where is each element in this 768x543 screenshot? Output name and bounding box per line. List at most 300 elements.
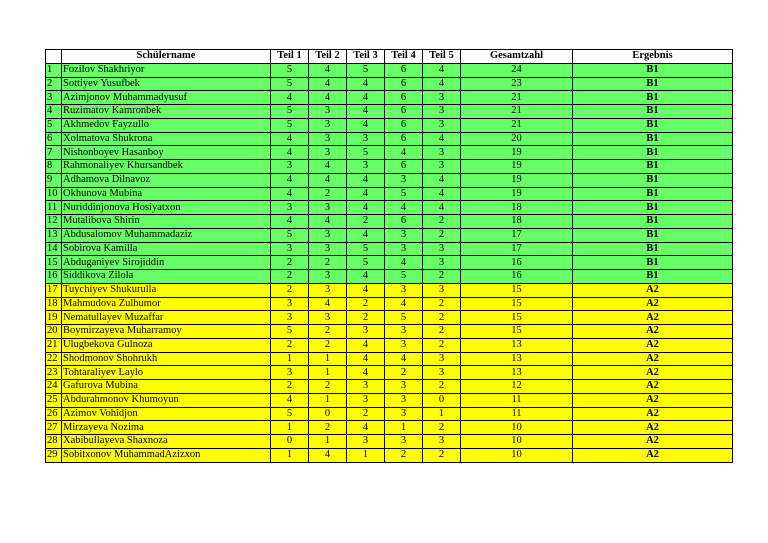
part-4-score[interactable]: 4 <box>385 201 423 215</box>
student-name[interactable]: Azimov Vohidjon <box>62 407 271 421</box>
part-3-score[interactable]: 2 <box>347 407 385 421</box>
part-5-score[interactable]: 2 <box>423 338 461 352</box>
table-row <box>46 132 733 146</box>
student-name[interactable]: Xabibullayeva Shaxnoza <box>62 435 271 449</box>
row-index[interactable]: 6 <box>46 132 62 146</box>
part-5-score[interactable]: 3 <box>423 118 461 132</box>
result-level[interactable]: A2 <box>573 297 733 311</box>
table-row <box>46 77 733 91</box>
row-index[interactable]: 23 <box>46 366 62 380</box>
header-part-4[interactable]: Teil 4 <box>385 50 423 64</box>
result-level[interactable]: A2 <box>573 366 733 380</box>
part-2-score[interactable]: 4 <box>309 91 347 105</box>
part-4-score[interactable]: 3 <box>385 173 423 187</box>
total-score[interactable]: 15 <box>461 311 573 325</box>
result-level[interactable]: B1 <box>573 77 733 91</box>
table-row <box>46 421 733 435</box>
part-2-score[interactable]: 3 <box>309 228 347 242</box>
part-2-score[interactable]: 3 <box>309 270 347 284</box>
table-row <box>46 435 733 449</box>
part-5-score[interactable]: 2 <box>423 228 461 242</box>
part-4-score[interactable]: 6 <box>385 63 423 77</box>
part-2-score[interactable]: 3 <box>309 118 347 132</box>
part-5-score[interactable]: 2 <box>423 215 461 229</box>
header-student-name[interactable]: Schülername <box>62 50 271 64</box>
result-level[interactable]: B1 <box>573 105 733 119</box>
row-index[interactable]: 14 <box>46 242 62 256</box>
part-3-score[interactable]: 2 <box>347 297 385 311</box>
part-1-score[interactable]: 5 <box>271 105 309 119</box>
part-5-score[interactable]: 3 <box>423 105 461 119</box>
part-1-score[interactable]: 2 <box>271 380 309 394</box>
student-name[interactable]: Sobirova Kamilla <box>62 242 271 256</box>
table-row <box>46 407 733 421</box>
part-3-score[interactable]: 4 <box>347 228 385 242</box>
row-index[interactable]: 1 <box>46 63 62 77</box>
part-1-score[interactable]: 1 <box>271 421 309 435</box>
part-5-score[interactable]: 3 <box>423 256 461 270</box>
part-2-score[interactable]: 4 <box>309 63 347 77</box>
row-index[interactable]: 19 <box>46 311 62 325</box>
row-index[interactable]: 21 <box>46 338 62 352</box>
part-4-score[interactable]: 3 <box>385 393 423 407</box>
part-1-score[interactable]: 1 <box>271 352 309 366</box>
part-2-score[interactable]: 1 <box>309 366 347 380</box>
row-index[interactable]: 8 <box>46 160 62 174</box>
header-part-5[interactable]: Teil 5 <box>423 50 461 64</box>
part-2-score[interactable]: 2 <box>309 380 347 394</box>
part-3-score[interactable]: 4 <box>347 187 385 201</box>
part-3-score[interactable]: 4 <box>347 338 385 352</box>
result-level[interactable]: A2 <box>573 338 733 352</box>
part-3-score[interactable]: 4 <box>347 270 385 284</box>
table-row <box>46 256 733 270</box>
part-2-score[interactable]: 2 <box>309 187 347 201</box>
part-4-score[interactable]: 3 <box>385 380 423 394</box>
total-score[interactable]: 13 <box>461 338 573 352</box>
part-4-score[interactable]: 5 <box>385 311 423 325</box>
part-5-score[interactable]: 4 <box>423 187 461 201</box>
part-2-score[interactable]: 1 <box>309 393 347 407</box>
row-index[interactable]: 9 <box>46 173 62 187</box>
part-2-score[interactable]: 2 <box>309 256 347 270</box>
header-part-2[interactable]: Teil 2 <box>309 50 347 64</box>
part-1-score[interactable]: 4 <box>271 215 309 229</box>
part-5-score[interactable]: 3 <box>423 91 461 105</box>
part-1-score[interactable]: 4 <box>271 146 309 160</box>
header-row <box>46 50 733 64</box>
header-result[interactable]: Ergebnis <box>573 50 733 64</box>
part-4-score[interactable]: 6 <box>385 105 423 119</box>
part-2-score[interactable]: 2 <box>309 325 347 339</box>
student-name[interactable]: Xolmatova Shukrona <box>62 132 271 146</box>
part-2-score[interactable]: 3 <box>309 105 347 119</box>
student-name[interactable]: Mirzayeva Nozima <box>62 421 271 435</box>
part-1-score[interactable]: 2 <box>271 338 309 352</box>
part-2-score[interactable]: 3 <box>309 311 347 325</box>
total-score[interactable]: 10 <box>461 435 573 449</box>
part-2-score[interactable]: 4 <box>309 448 347 462</box>
part-5-score[interactable]: 2 <box>423 270 461 284</box>
part-2-score[interactable]: 4 <box>309 173 347 187</box>
part-3-score[interactable]: 5 <box>347 256 385 270</box>
part-3-score[interactable]: 3 <box>347 380 385 394</box>
part-4-score[interactable]: 2 <box>385 448 423 462</box>
result-level[interactable]: A2 <box>573 407 733 421</box>
student-name[interactable]: Fozilov Shakhriyor <box>62 63 271 77</box>
student-name[interactable]: Boymirzayeva Muharramoy <box>62 325 271 339</box>
total-score[interactable]: 17 <box>461 228 573 242</box>
part-2-score[interactable]: 2 <box>309 421 347 435</box>
row-index[interactable]: 12 <box>46 215 62 229</box>
part-4-score[interactable]: 3 <box>385 338 423 352</box>
table-row <box>46 215 733 229</box>
result-level[interactable]: A2 <box>573 435 733 449</box>
result-level[interactable]: A2 <box>573 352 733 366</box>
part-4-score[interactable]: 2 <box>385 366 423 380</box>
part-2-score[interactable]: 1 <box>309 435 347 449</box>
part-3-score[interactable]: 4 <box>347 173 385 187</box>
part-3-score[interactable]: 4 <box>347 77 385 91</box>
part-4-score[interactable]: 6 <box>385 160 423 174</box>
student-name[interactable]: Mutalibova Shirin <box>62 215 271 229</box>
part-1-score[interactable]: 4 <box>271 91 309 105</box>
result-level[interactable]: A2 <box>573 283 733 297</box>
part-3-score[interactable]: 4 <box>347 352 385 366</box>
total-score[interactable]: 21 <box>461 105 573 119</box>
part-5-score[interactable]: 2 <box>423 297 461 311</box>
part-5-score[interactable]: 0 <box>423 393 461 407</box>
table-row <box>46 146 733 160</box>
table-row <box>46 187 733 201</box>
total-score[interactable]: 11 <box>461 407 573 421</box>
part-3-score[interactable]: 1 <box>347 448 385 462</box>
total-score[interactable]: 15 <box>461 283 573 297</box>
part-4-score[interactable]: 6 <box>385 215 423 229</box>
student-name[interactable]: Gafurova Mubina <box>62 380 271 394</box>
part-4-score[interactable]: 4 <box>385 146 423 160</box>
student-name[interactable]: Rahmonaliyev Khursandbek <box>62 160 271 174</box>
row-index[interactable]: 25 <box>46 393 62 407</box>
part-4-score[interactable]: 5 <box>385 270 423 284</box>
result-level[interactable]: A2 <box>573 448 733 462</box>
part-3-score[interactable]: 5 <box>347 242 385 256</box>
part-5-score[interactable]: 3 <box>423 352 461 366</box>
total-score[interactable]: 21 <box>461 91 573 105</box>
row-index[interactable]: 7 <box>46 146 62 160</box>
part-1-score[interactable]: 5 <box>271 407 309 421</box>
part-5-score[interactable]: 3 <box>423 242 461 256</box>
part-1-score[interactable]: 3 <box>271 311 309 325</box>
part-5-score[interactable]: 3 <box>423 366 461 380</box>
part-1-score[interactable]: 5 <box>271 77 309 91</box>
part-4-score[interactable]: 5 <box>385 187 423 201</box>
part-5-score[interactable]: 2 <box>423 421 461 435</box>
header-part-1[interactable]: Teil 1 <box>271 50 309 64</box>
part-1-score[interactable]: 3 <box>271 201 309 215</box>
result-level[interactable]: B1 <box>573 242 733 256</box>
part-3-score[interactable]: 4 <box>347 91 385 105</box>
part-1-score[interactable]: 4 <box>271 393 309 407</box>
table-row <box>46 63 733 77</box>
part-5-score[interactable]: 1 <box>423 407 461 421</box>
part-2-score[interactable]: 1 <box>309 352 347 366</box>
row-index[interactable]: 16 <box>46 270 62 284</box>
result-level[interactable]: B1 <box>573 146 733 160</box>
total-score[interactable]: 15 <box>461 297 573 311</box>
table-row <box>46 201 733 215</box>
part-1-score[interactable]: 3 <box>271 242 309 256</box>
row-index[interactable]: 20 <box>46 325 62 339</box>
part-1-score[interactable]: 2 <box>271 283 309 297</box>
part-3-score[interactable]: 4 <box>347 105 385 119</box>
table-row <box>46 366 733 380</box>
part-5-score[interactable]: 4 <box>423 77 461 91</box>
part-5-score[interactable]: 2 <box>423 448 461 462</box>
student-name[interactable]: Sottiyev Yusufbek <box>62 77 271 91</box>
table-row <box>46 160 733 174</box>
table-row <box>46 105 733 119</box>
result-level[interactable]: A2 <box>573 421 733 435</box>
results-table <box>45 49 733 463</box>
part-3-score[interactable]: 2 <box>347 311 385 325</box>
row-index[interactable]: 22 <box>46 352 62 366</box>
table-row <box>46 338 733 352</box>
table-row <box>46 118 733 132</box>
result-level[interactable]: B1 <box>573 256 733 270</box>
result-level[interactable]: B1 <box>573 91 733 105</box>
part-5-score[interactable]: 4 <box>423 63 461 77</box>
total-score[interactable]: 16 <box>461 270 573 284</box>
total-score[interactable]: 23 <box>461 77 573 91</box>
row-index[interactable]: 28 <box>46 435 62 449</box>
table-row <box>46 297 733 311</box>
student-name[interactable]: Ulugbekova Gulnoza <box>62 338 271 352</box>
header-part-3[interactable]: Teil 3 <box>347 50 385 64</box>
table-row <box>46 283 733 297</box>
part-3-score[interactable]: 5 <box>347 63 385 77</box>
student-name[interactable]: Nematullayev Muzaffar <box>62 311 271 325</box>
student-name[interactable]: Shodmonov Shohrukh <box>62 352 271 366</box>
total-score[interactable]: 18 <box>461 215 573 229</box>
total-score[interactable]: 24 <box>461 63 573 77</box>
result-level[interactable]: B1 <box>573 118 733 132</box>
part-2-score[interactable]: 4 <box>309 160 347 174</box>
row-index[interactable]: 27 <box>46 421 62 435</box>
student-name[interactable]: Abduganiyev Sirojiddin <box>62 256 271 270</box>
part-4-score[interactable]: 3 <box>385 242 423 256</box>
part-2-score[interactable]: 3 <box>309 201 347 215</box>
total-score[interactable]: 21 <box>461 118 573 132</box>
part-1-score[interactable]: 5 <box>271 63 309 77</box>
part-2-score[interactable]: 0 <box>309 407 347 421</box>
table-row <box>46 352 733 366</box>
row-index[interactable]: 13 <box>46 228 62 242</box>
part-1-score[interactable]: 0 <box>271 435 309 449</box>
part-1-score[interactable]: 4 <box>271 132 309 146</box>
total-score[interactable]: 11 <box>461 393 573 407</box>
total-score[interactable]: 13 <box>461 366 573 380</box>
row-index[interactable]: 2 <box>46 77 62 91</box>
part-4-score[interactable]: 4 <box>385 297 423 311</box>
result-level[interactable]: B1 <box>573 215 733 229</box>
row-index[interactable]: 4 <box>46 105 62 119</box>
part-3-score[interactable]: 4 <box>347 366 385 380</box>
part-5-score[interactable]: 3 <box>423 283 461 297</box>
student-name[interactable]: Tuychiyev Shukurulla <box>62 283 271 297</box>
part-1-score[interactable]: 3 <box>271 297 309 311</box>
total-score[interactable]: 20 <box>461 132 573 146</box>
part-1-score[interactable]: 5 <box>271 118 309 132</box>
part-5-score[interactable]: 4 <box>423 173 461 187</box>
result-level[interactable]: B1 <box>573 201 733 215</box>
result-level[interactable]: B1 <box>573 228 733 242</box>
part-4-score[interactable]: 6 <box>385 91 423 105</box>
row-index[interactable]: 10 <box>46 187 62 201</box>
part-2-score[interactable]: 2 <box>309 338 347 352</box>
table-row <box>46 448 733 462</box>
part-4-score[interactable]: 3 <box>385 325 423 339</box>
part-1-score[interactable]: 4 <box>271 173 309 187</box>
part-5-score[interactable]: 2 <box>423 380 461 394</box>
total-score[interactable]: 15 <box>461 325 573 339</box>
result-level[interactable]: A2 <box>573 311 733 325</box>
result-level[interactable]: B1 <box>573 160 733 174</box>
student-name[interactable]: Sobitxonov MuhammadAzizxon <box>62 448 271 462</box>
part-2-score[interactable]: 3 <box>309 132 347 146</box>
part-2-score[interactable]: 3 <box>309 283 347 297</box>
part-5-score[interactable]: 2 <box>423 311 461 325</box>
part-2-score[interactable]: 4 <box>309 77 347 91</box>
total-score[interactable]: 19 <box>461 173 573 187</box>
student-name[interactable]: Akhmedov Fayzullo <box>62 118 271 132</box>
part-4-score[interactable]: 3 <box>385 435 423 449</box>
row-index[interactable]: 3 <box>46 91 62 105</box>
table-row <box>46 393 733 407</box>
part-5-score[interactable]: 4 <box>423 132 461 146</box>
row-index[interactable]: 17 <box>46 283 62 297</box>
table-row <box>46 380 733 394</box>
table-row <box>46 270 733 284</box>
part-2-score[interactable]: 3 <box>309 242 347 256</box>
result-level[interactable]: A2 <box>573 325 733 339</box>
table-row <box>46 228 733 242</box>
part-3-score[interactable]: 3 <box>347 132 385 146</box>
row-index[interactable]: 11 <box>46 201 62 215</box>
total-score[interactable]: 19 <box>461 160 573 174</box>
total-score[interactable]: 18 <box>461 201 573 215</box>
part-2-score[interactable]: 4 <box>309 215 347 229</box>
result-level[interactable]: B1 <box>573 270 733 284</box>
student-name[interactable]: Nishonboyev Hasanboy <box>62 146 271 160</box>
part-5-score[interactable]: 2 <box>423 325 461 339</box>
student-name[interactable]: Adhamova Dilnavoz <box>62 173 271 187</box>
header-total[interactable]: Gesamtzahl <box>461 50 573 64</box>
part-1-score[interactable]: 5 <box>271 228 309 242</box>
table-row <box>46 242 733 256</box>
total-score[interactable]: 10 <box>461 448 573 462</box>
result-level[interactable]: B1 <box>573 187 733 201</box>
row-index[interactable]: 5 <box>46 118 62 132</box>
table-body <box>46 63 733 462</box>
row-index[interactable]: 26 <box>46 407 62 421</box>
total-score[interactable]: 17 <box>461 242 573 256</box>
part-3-score[interactable]: 4 <box>347 421 385 435</box>
part-4-score[interactable]: 3 <box>385 228 423 242</box>
part-4-score[interactable]: 4 <box>385 352 423 366</box>
result-level[interactable]: B1 <box>573 173 733 187</box>
total-score[interactable]: 19 <box>461 187 573 201</box>
part-2-score[interactable]: 4 <box>309 297 347 311</box>
row-index[interactable]: 24 <box>46 380 62 394</box>
part-1-score[interactable]: 1 <box>271 448 309 462</box>
total-score[interactable]: 12 <box>461 380 573 394</box>
part-3-score[interactable]: 4 <box>347 118 385 132</box>
part-3-score[interactable]: 3 <box>347 393 385 407</box>
result-level[interactable]: B1 <box>573 132 733 146</box>
student-name[interactable]: Ruzimatov Kamronbek <box>62 105 271 119</box>
total-score[interactable]: 10 <box>461 421 573 435</box>
student-name[interactable]: Abdurahmonov Khumoyun <box>62 393 271 407</box>
part-3-score[interactable]: 4 <box>347 201 385 215</box>
total-score[interactable]: 13 <box>461 352 573 366</box>
part-5-score[interactable]: 3 <box>423 435 461 449</box>
part-4-score[interactable]: 3 <box>385 407 423 421</box>
total-score[interactable]: 19 <box>461 146 573 160</box>
part-1-score[interactable]: 2 <box>271 270 309 284</box>
part-4-score[interactable]: 1 <box>385 421 423 435</box>
part-1-score[interactable]: 3 <box>271 160 309 174</box>
result-level[interactable]: A2 <box>573 380 733 394</box>
row-index[interactable]: 18 <box>46 297 62 311</box>
part-4-score[interactable]: 3 <box>385 283 423 297</box>
part-1-score[interactable]: 3 <box>271 366 309 380</box>
student-name[interactable]: Mahmudova Zulhumor <box>62 297 271 311</box>
part-3-score[interactable]: 3 <box>347 435 385 449</box>
result-level[interactable]: A2 <box>573 393 733 407</box>
part-1-score[interactable]: 2 <box>271 256 309 270</box>
part-5-score[interactable]: 4 <box>423 201 461 215</box>
part-4-score[interactable]: 6 <box>385 77 423 91</box>
part-1-score[interactable]: 4 <box>271 187 309 201</box>
table-row <box>46 91 733 105</box>
student-name[interactable]: Abdusalomov Muhammadaziz <box>62 228 271 242</box>
part-1-score[interactable]: 5 <box>271 325 309 339</box>
result-level[interactable]: B1 <box>573 63 733 77</box>
row-index[interactable]: 29 <box>46 448 62 462</box>
part-4-score[interactable]: 6 <box>385 132 423 146</box>
part-3-score[interactable]: 3 <box>347 160 385 174</box>
part-5-score[interactable]: 3 <box>423 146 461 160</box>
student-name[interactable]: Nuriddinjonova Hosiyatxon <box>62 201 271 215</box>
table-row <box>46 311 733 325</box>
student-name[interactable]: Azimjonov Muhammadyusuf <box>62 91 271 105</box>
part-3-score[interactable]: 3 <box>347 325 385 339</box>
part-3-score[interactable]: 2 <box>347 215 385 229</box>
total-score[interactable]: 16 <box>461 256 573 270</box>
student-name[interactable]: Tohtaraliyev Laylo <box>62 366 271 380</box>
student-name[interactable]: Siddikova Zilola <box>62 270 271 284</box>
header-index[interactable] <box>46 50 62 64</box>
part-4-score[interactable]: 6 <box>385 118 423 132</box>
student-name[interactable]: Okhunova Mubina <box>62 187 271 201</box>
row-index[interactable]: 15 <box>46 256 62 270</box>
part-3-score[interactable]: 4 <box>347 283 385 297</box>
part-3-score[interactable]: 5 <box>347 146 385 160</box>
part-4-score[interactable]: 4 <box>385 256 423 270</box>
part-2-score[interactable]: 3 <box>309 146 347 160</box>
part-5-score[interactable]: 3 <box>423 160 461 174</box>
